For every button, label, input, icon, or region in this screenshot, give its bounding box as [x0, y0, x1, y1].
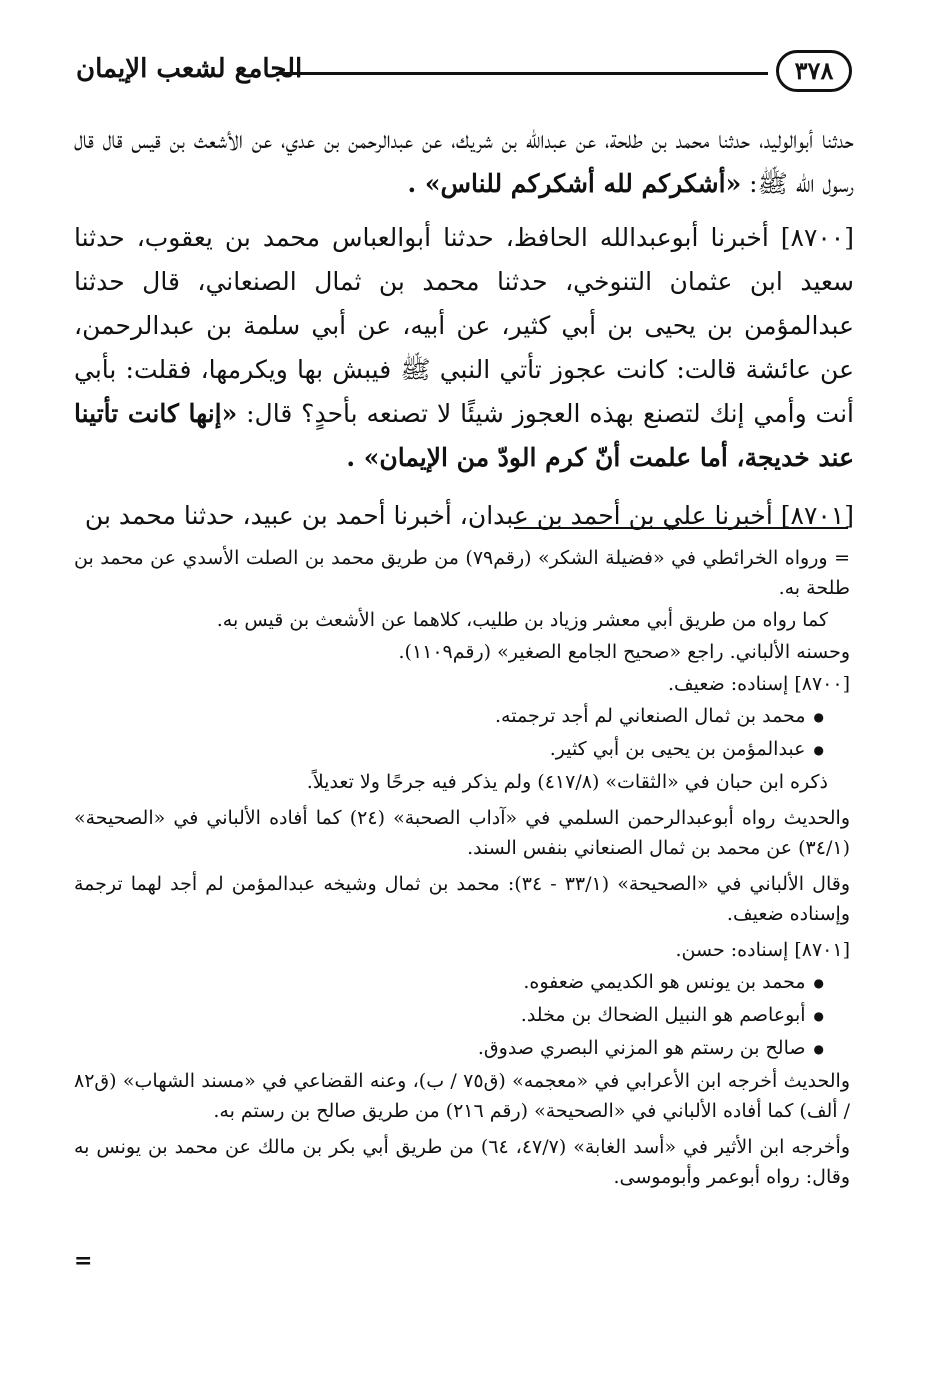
footnote-heading: [٨٧٠٠] إسناده: ضعيف. [667, 673, 850, 695]
footnote-line: وقال الألباني في «الصحيحة» (٣٣/١ - ٣٤): محمد بن ثمال وشيخه عبدالمؤمن لم أجد لهما ترجمة وإسناده ضعيف. [74, 873, 851, 925]
footnotes [74, 543, 850, 1194]
footnote-bullet: ● محمد بن ثمال الصنعاني لم أجد ترجمته. [74, 701, 850, 732]
footnote-line: ذكره ابن حبان في «الثقات» (٤١٧/٨) ولم يذكر فيه جرحًا ولا تعديلاً. [306, 771, 828, 793]
hadith-quote: «إنها كانت تأتينا عند خديجة، أما علمت أنّ كرم الودّ من الإيمان» . [74, 399, 854, 472]
hadith-paragraph [74, 494, 854, 538]
footnote-bullet: ● أبوعاصم هو النبيل الضحاك بن مخلد. [74, 1000, 850, 1031]
footnote-line: وأخرجه ابن الأثير في «أسد الغابة» (٤٧/٧، ٦٤) من طريق أبي بكر بن مالك عن محمد بن يونس به وقال: رواه أبوعمر وأبوموسى. [74, 1136, 850, 1188]
footnote-bullet: ● صالح بن رستم هو المزني البصري صدوق. [74, 1033, 850, 1064]
main-text [74, 118, 854, 552]
hadith-text: [٨٧٠١] أخبرنا علي بن أحمد بن عبدان، أخبرنا أحمد بن عبيد، حدثنا محمد بن [84, 501, 854, 530]
footnote-heading: [٨٧٠١] إسناده: حسن. [675, 939, 850, 961]
hadith-text: حدثنا أبوالوليد، حدثنا محمد بن طلحة، عن عبدالله بن شريك، عن عبدالرحمن بن عدي، عن الأشعث بن قيس قال قال رسول الله ﷺ: [74, 125, 854, 198]
header-rule [276, 72, 768, 75]
hadith-paragraph [74, 118, 854, 206]
footnote-bullet: ● عبدالمؤمن بن يحيى بن أبي كثير. [74, 734, 850, 765]
running-title: الجامع لشعب الإيمان [76, 54, 303, 84]
footnote-bullet: ● محمد بن يونس هو الكديمي ضعفوه. [74, 967, 850, 998]
hadith-text: [٨٧٠٠] أخبرنا أبوعبدالله الحافظ، حدثنا أبوالعباس محمد بن يعقوب، حدثنا سعيد ابن عثمان التنوخي، حدثنا محمد بن ثمال الصنعاني، قال حدثنا عبدالمؤمن بن يحيى بن أبي كثير، عن أبيه، عن أبي سلمة بن عبدالرحمن، عن عائشة قالت: كانت عجوز تأتي النبي ﷺ فيبش بها ويكرمها، فقلت: بأبي أنت وأمي إنك لتصنع بهذه العجوز شيئًا لا تصنعه بأحدٍ؟ قال: [74, 223, 854, 428]
page-number-badge: ٣٧٨ [776, 50, 852, 92]
footnote-line: والحديث رواه أبوعبدالرحمن السلمي في «آداب الصحبة» (٢٤) كما أفاده الألباني في «الصحيحة» (٣٤/١) عن محمد بن ثمال الصنعاني بنفس السند. [74, 807, 850, 859]
footnote-separator [514, 527, 848, 529]
footnote-line: والحديث أخرجه ابن الأعرابي في «معجمه» (ق٧٥ / ب)، وعنه القضاعي في «مسند الشهاب» (ق٨٢ / ألف) كما أفاده الألباني في «الصحيحة» (رقم ٢١٦) من طريق صالح بن رستم به. [74, 1070, 850, 1122]
footnote-line: كما رواه من طريق أبي معشر وزياد بن طليب، كلاهما عن الأشعث بن قيس به. [216, 609, 828, 631]
footnote-line: = ورواه الخرائطي في «فضيلة الشكر» (رقم٧٩) من طريق محمد بن الصلت الأسدي عن محمد بن طلحة به. [74, 547, 850, 599]
continued-mark: = [74, 1248, 93, 1274]
page-header [70, 40, 860, 100]
footnote-line: وحسنه الألباني. راجع «صحيح الجامع الصغير» (رقم١١٠٩). [398, 641, 850, 663]
hadith-paragraph [74, 216, 854, 480]
hadith-quote: «أشكركم لله أشكركم للناس» . [407, 169, 742, 198]
